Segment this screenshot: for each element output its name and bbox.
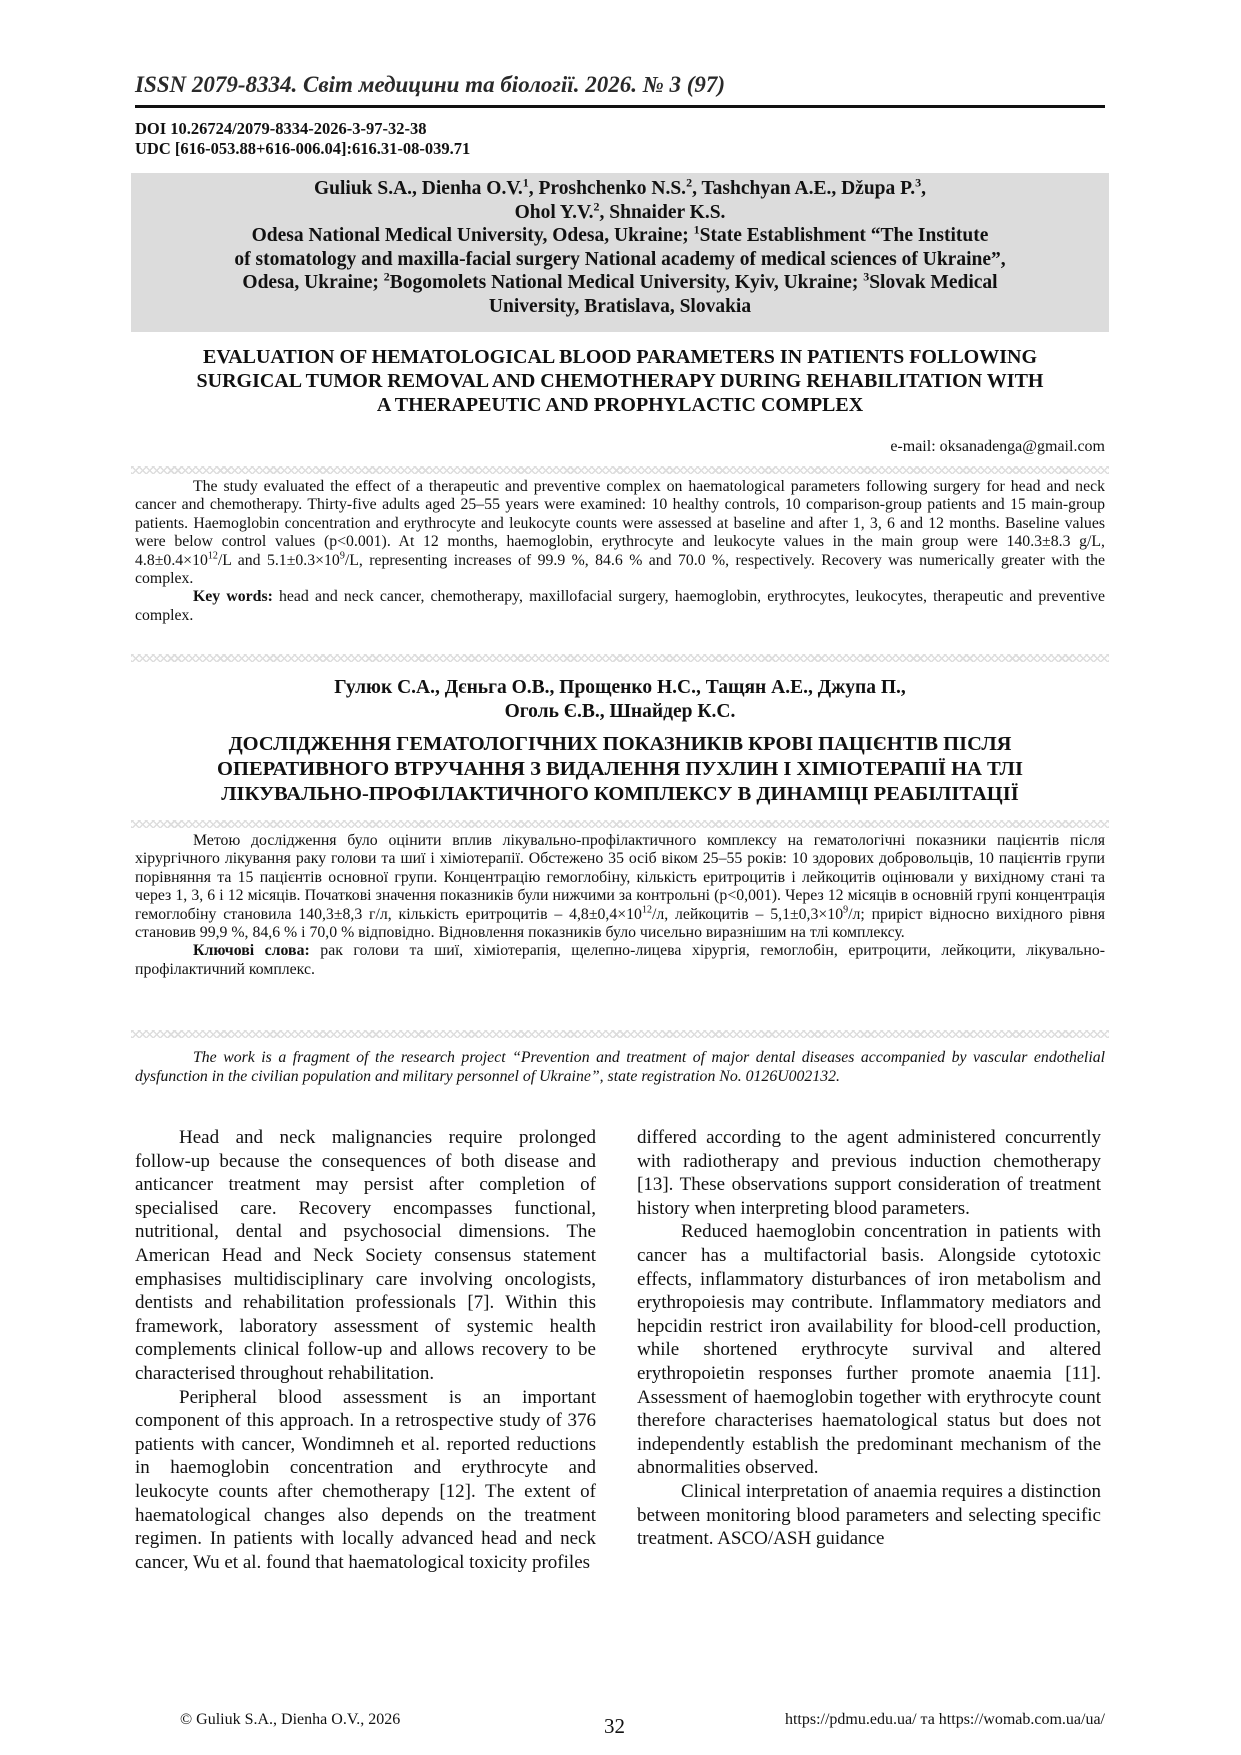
body-paragraph: Peripheral blood assessment is an important component of this approach. In a retrospective study of 376 patients with cancer, Wondimneh et al. reported reductions in haemoglobin concentration and erythrocyte and leukocyte counts after chemotherapy [12]. The extent of haematological changes also depends on the treatment regimen. In patients with locally advanced head and neck cancer, Wu et al. found that haematological toxicity profiles [135, 1386, 596, 1573]
divider-wavy-4 [131, 1030, 1109, 1038]
article-title-en: EVALUATION OF HEMATOLOGICAL BLOOD PARAMETERS IN PATIENTS FOLLOWING SURGICAL TUMOR REMOVAL AND CHEMOTHERAPY DURING REHABILITATION WITH A THERAPEUTIC AND PROPHYLACTIC COMPLEX [196, 346, 1044, 416]
journal-header: ISSN 2079-8334. Світ медицини та біології. 2026. № 3 (97) [135, 72, 726, 97]
article-title-ua: ДОСЛІДЖЕННЯ ГЕМАТОЛОГІЧНИХ ПОКАЗНИКІВ КРОВІ ПАЦІЄНТІВ ПІСЛЯ ОПЕРАТИВНОГО ВТРУЧАННЯ З ВИДАЛЕННЯ ПУХЛИН І ХІМІОТЕРАПІЇ НА ТЛІ ЛІКУВАЛЬНО-ПРОФІЛАКТИЧНОГО КОМПЛЕКСУ В ДИНАМІЦІ РЕАБІЛІТАЦІЇ [217, 733, 1023, 805]
body-paragraph: Reduced haemoglobin concentration in patients with cancer has a multifactorial basis. Alongside cytotoxic effects, inflammatory disturbances of iron metabolism and erythropoiesis may contribute. Inflammatory mediators and hepcidin restrict iron availability for blood-cell production, while shortened erythrocyte survival and altered erythropoietin responses further promote anaemia [11]. Assessment of haemoglobin together with erythrocyte count therefore characterises haematological status but does not independently establish the predominant mechanism of the abnormalities observed. [637, 1221, 1101, 1479]
contact-email: e-mail: oksanadenga@gmail.com [890, 438, 1105, 455]
abstract-en-text: The study evaluated the effect of a therapeutic and preventive complex on haematological parameters following surgery for head and neck cancer and chemotherapy. Thirty-five adults aged 25–55 years were examined: 10 healthy controls, 10 comparison-group patients and 15 main-group patients. Haemoglobin concentration and erythrocyte and leukocyte counts were assessed at baseline and after 1, 3, 6 and 12 months. Baseline values were below control values (p<0.001). At 12 months, haemoglobin, erythrocyte and leukocyte values in the main group were 140.3±8.3 g/L, $4.8\pm 0.4\times 10^{12}/L$ and $5.1\pm 0.3\times 10^9/L$, representing increases of 99.9 %, 84.6 % and 70.0 %, respectively. Recovery was numerically greater with the complex. [135, 478, 1105, 588]
footer-copyright: © Guliuk S.A., Dienha O.V., 2026 [180, 1711, 401, 1728]
affiliation-line-4: University, Bratislava, Slovakia [488, 295, 752, 317]
divider-wavy-3 [131, 820, 1109, 828]
footer-urls: https://pdmu.edu.ua/ та https://womab.com.ua/ua/ [784, 1711, 1105, 1728]
keywords-ua: Ключові слова: рак голови та шиї, хіміотерапія, щелепно-лицева хірургія, гемоглобін, еритроцити, лейкоцити, лікувально-профілактичний комплекс. [135, 942, 1105, 978]
body-column-left [135, 1126, 596, 1574]
authors-line-2: Ohol Y.V.$^2$, Shnaider K.S. [514, 199, 726, 223]
body-paragraph: Head and neck malignancies require prolonged follow-up because the consequences of both disease and anticancer treatment may persist after completion of specialised care. Recovery encompasses functional, nutritional, dental and psychosocial dimensions. The American Head and Neck Society consensus statement emphasises multidisciplinary care involving oncologists, dentists and rehabilitation professionals [7]. Within this framework, laboratory assessment of systemic health complements clinical follow-up and allows recovery to be characterised throughout rehabilitation. [135, 1127, 596, 1384]
body-column-right [637, 1126, 1101, 1551]
header-rule [135, 105, 1105, 108]
abstract-ua-text: Метою дослідження було оцінити вплив лікувально-профілактичного комплексу на гематологічні показники пацієнтів після хірургічного лікування раку голови та шиї і хіміотерапії. Обстежено 35 осіб віком 25–55 років: 10 здорових добровольців, 10 пацієнтів групи порівняння та 15 пацієнтів основної групи. Концентрацію гемоглобіну, кількість еритроцитів і лейкоцитів оцінювали у вихідному стані та через 1, 3, 6 і 12 місяців. Початкові значення показників були нижчими за контрольні (p<0,001). Через 12 місяців в основній групі концентрація гемоглобіну становила 140,3±8,3 г/л, кількість еритроцитів – $4,8\pm 0,4\times 10^{12}/л$, лейкоцитів – $5,1\pm 0,3\times 10^9/л$; приріст відносно вихідного рівня становив 99,9 %, 84,6 % і 70,0 % відповідно. Відновлення показників було чисельно виразнішим на тлі комплексу. [135, 832, 1105, 942]
page-number: 32 [604, 1714, 625, 1738]
abstract-ua [135, 832, 1105, 979]
identifiers [135, 119, 470, 159]
doi: DOI 10.26724/2079-8334-2026-3-97-32-38 [135, 119, 427, 138]
authors-affiliations-box [131, 173, 1109, 332]
body-paragraph: Clinical interpretation of anaemia requires a distinction between monitoring blood parameters and selecting specific treatment. ASCO/ASH guidance [637, 1480, 1101, 1550]
affiliation-line-3: Odesa, Ukraine; $^2$Bogomolets National Medical University, Kyiv, Ukraine; $^3$Slovak Medical [242, 269, 998, 293]
affiliation-line-1: Odesa National Medical University, Odesa, Ukraine; $^1$State Establishment “The Institute [251, 222, 989, 246]
affiliation-line-2: of stomatology and maxilla-facial surgery National academy of medical sciences of Ukraine”, [234, 248, 1006, 270]
divider-wavy-1 [131, 466, 1109, 474]
project-note: The work is a fragment of the research project “Prevention and treatment of major dental diseases accompanied by vascular endothelial dysfunction in the civilian population and military personnel of Ukraine”, state registration No. 0126U002132. [135, 1049, 1105, 1085]
udc: UDC [616-053.88+616-006.04]:616.31-08-039.71 [135, 139, 471, 158]
authors-line-1: Guliuk S.A., Dienha O.V.$^1$, Proshchenko N.S.$^2$, Tashchyan A.E., Džupa P.$^3$, [313, 175, 927, 199]
body-paragraph-continued: differed according to the agent administered concurrently with radiotherapy and previous induction chemotherapy [13]. These observations support consideration of treatment history when interpreting blood parameters. [637, 1127, 1101, 1219]
divider-wavy-2 [131, 654, 1109, 662]
keywords-en: Key words: head and neck cancer, chemotherapy, maxillofacial surgery, haemoglobin, erythrocytes, leukocytes, therapeutic and preventive complex. [135, 588, 1105, 624]
abstract-en [135, 478, 1105, 625]
authors-ua: Гулюк С.А., Дєньга О.В., Прощенко Н.С., Тащян А.Е., Джупа П., Оголь Є.В., Шнайдер К.С. [334, 677, 906, 722]
